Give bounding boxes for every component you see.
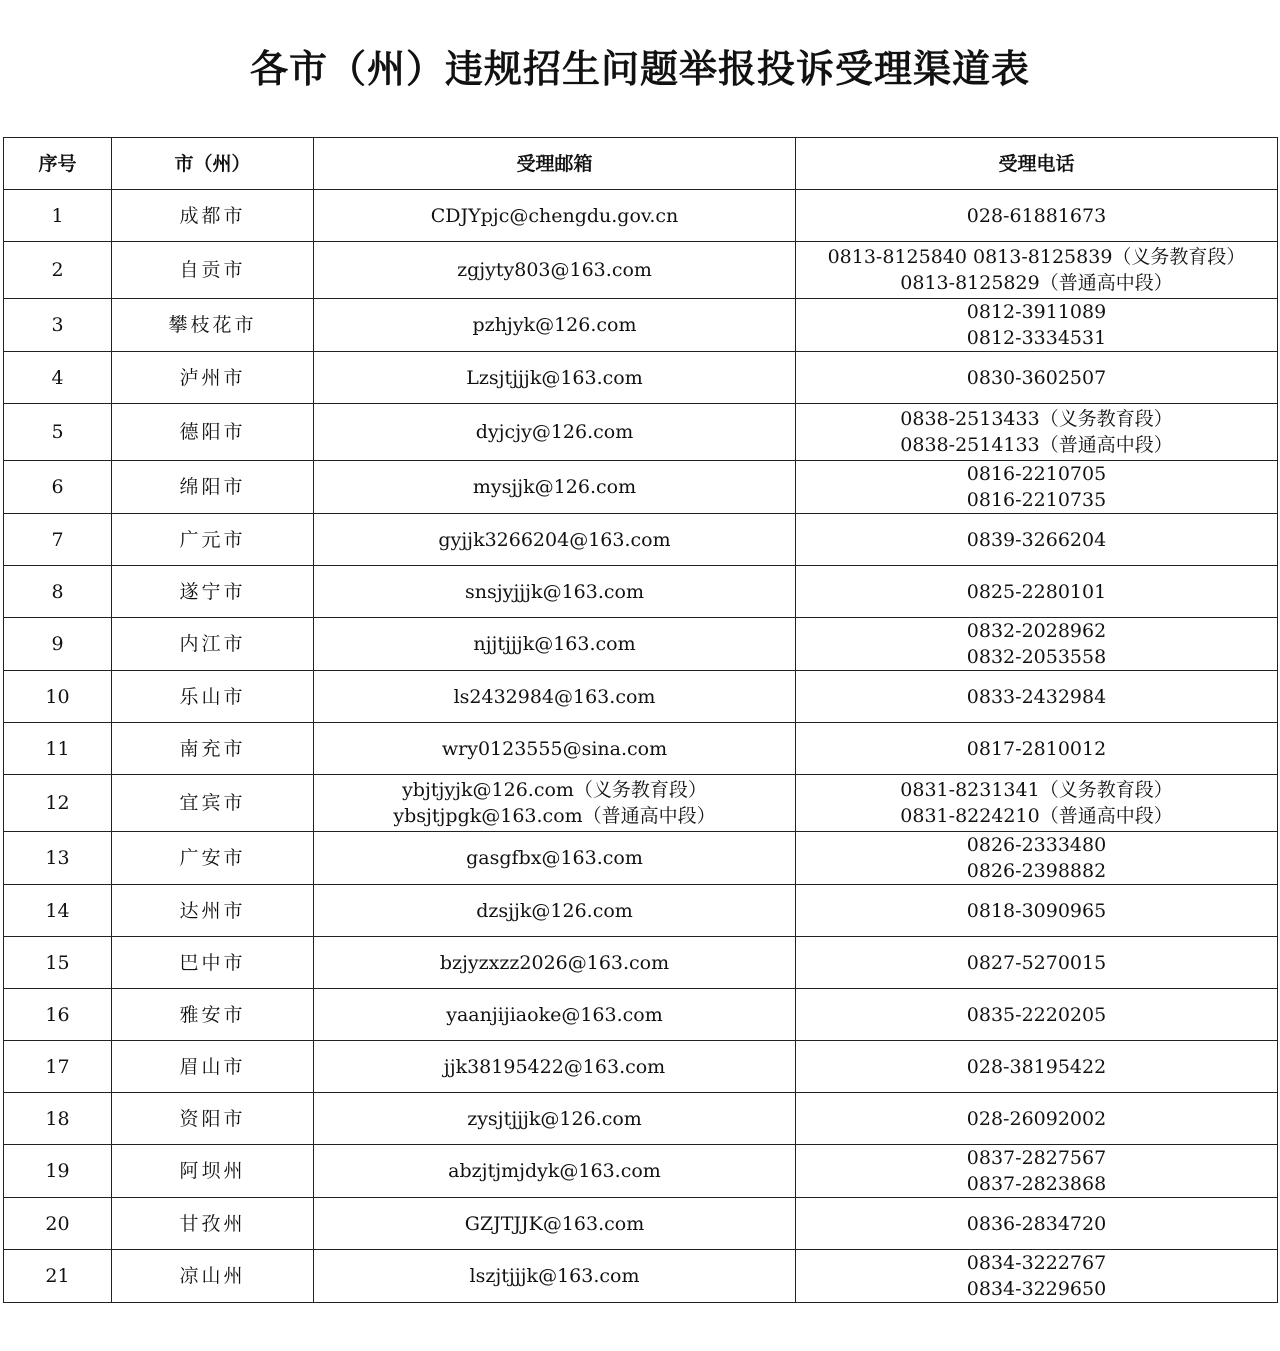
- cell-city: 遂宁市: [112, 566, 314, 618]
- email-address[interactable]: abzjtjmjdyk@163.com: [448, 1160, 661, 1182]
- phone-number: 0827-5270015: [966, 951, 1107, 974]
- table-row: [4, 989, 1278, 1041]
- phone-number: 0826-2398882: [966, 860, 1107, 882]
- cell-city: 巴中市: [112, 937, 314, 989]
- cell-email: [314, 514, 796, 566]
- phone-number: 0832-2028962: [966, 620, 1107, 642]
- phone-number: 0836-2834720: [966, 1212, 1107, 1235]
- header-phone: 受理电话: [796, 138, 1278, 190]
- header-email: 受理邮箱: [314, 138, 796, 190]
- email-address[interactable]: yaanjijiaoke@163.com: [446, 1003, 663, 1026]
- email-address[interactable]: snsjyjjjk@163.com: [465, 580, 644, 603]
- cell-phone: [796, 1093, 1278, 1145]
- table-row: [4, 671, 1278, 723]
- cell-phone: [796, 242, 1278, 299]
- cell-city: 雅安市: [112, 989, 314, 1041]
- cell-no: 17: [4, 1041, 112, 1093]
- cell-phone: [796, 775, 1278, 832]
- cell-phone: [796, 514, 1278, 566]
- cell-email: [314, 1145, 796, 1198]
- table-row: [4, 1041, 1278, 1093]
- email-address[interactable]: lszjtjjjk@163.com: [469, 1265, 640, 1287]
- email-address[interactable]: bzjyzxzz2026@163.com: [439, 951, 670, 974]
- cell-email: [314, 1198, 796, 1250]
- cell-no: 9: [4, 618, 112, 671]
- channel-table: [3, 137, 1278, 1303]
- cell-city: 广安市: [112, 832, 314, 885]
- table-row: [4, 514, 1278, 566]
- table-row: [4, 190, 1278, 242]
- cell-email: [314, 989, 796, 1041]
- phone-number: 0816-2210705: [966, 463, 1107, 485]
- table-row: [4, 723, 1278, 775]
- email-address[interactable]: zysjtjjjk@126.com: [467, 1107, 642, 1130]
- cell-city: 内江市: [112, 618, 314, 671]
- cell-email: [314, 885, 796, 937]
- table-row: [4, 1093, 1278, 1145]
- cell-no: 21: [4, 1250, 112, 1303]
- email-address[interactable]: GZJTJJK@163.com: [464, 1212, 645, 1235]
- cell-no: 11: [4, 723, 112, 775]
- cell-email: [314, 190, 796, 242]
- email-address[interactable]: ls2432984@163.com: [453, 685, 656, 708]
- cell-phone: [796, 1198, 1278, 1250]
- cell-no: 14: [4, 885, 112, 937]
- cell-no: 8: [4, 566, 112, 618]
- cell-no: 13: [4, 832, 112, 885]
- table-row: [4, 618, 1278, 671]
- email-address[interactable]: gyjjk3266204@163.com: [438, 528, 671, 551]
- cell-city: 攀枝花市: [112, 299, 314, 352]
- cell-phone: [796, 566, 1278, 618]
- email-address[interactable]: njjtjjjk@163.com: [473, 633, 636, 655]
- cell-no: 15: [4, 937, 112, 989]
- cell-email: [314, 242, 796, 299]
- cell-no: 3: [4, 299, 112, 352]
- cell-email: [314, 723, 796, 775]
- cell-city: 自贡市: [112, 242, 314, 299]
- cell-email: [314, 1041, 796, 1093]
- cell-city: 乐山市: [112, 671, 314, 723]
- cell-no: 4: [4, 352, 112, 404]
- phone-number: 0812-3911089: [966, 301, 1107, 323]
- cell-phone: [796, 404, 1278, 461]
- cell-email: [314, 566, 796, 618]
- phone-number: 0826-2333480: [966, 834, 1107, 856]
- table-row: [4, 1250, 1278, 1303]
- cell-phone: [796, 989, 1278, 1041]
- cell-phone: [796, 1145, 1278, 1198]
- cell-no: 18: [4, 1093, 112, 1145]
- header-city: 市（州）: [112, 138, 314, 190]
- table-row: [4, 832, 1278, 885]
- cell-phone: [796, 299, 1278, 352]
- cell-no: 12: [4, 775, 112, 832]
- table-row: [4, 1145, 1278, 1198]
- email-address[interactable]: pzhjyk@126.com: [472, 314, 637, 336]
- cell-no: 6: [4, 461, 112, 514]
- cell-no: 7: [4, 514, 112, 566]
- phone-number: 0832-2053558: [966, 646, 1107, 668]
- phone-number: 0834-3229650: [966, 1278, 1107, 1300]
- cell-no: 2: [4, 242, 112, 299]
- cell-city: 眉山市: [112, 1041, 314, 1093]
- phone-number: 0837-2827567: [966, 1147, 1107, 1169]
- cell-email: [314, 775, 796, 832]
- email-address[interactable]: mysjjk@126.com: [472, 476, 637, 498]
- email-address[interactable]: Lzsjtjjjk@163.com: [466, 366, 643, 389]
- cell-phone: [796, 618, 1278, 671]
- cell-city: 德阳市: [112, 404, 314, 461]
- phone-number: 0818-3090965: [966, 899, 1107, 922]
- cell-city: 广元市: [112, 514, 314, 566]
- phone-number: 028-26092002: [966, 1107, 1107, 1130]
- phone-number: 0835-2220205: [966, 1003, 1107, 1026]
- phone-number: 0831-8231341（义务教育段）: [900, 779, 1173, 801]
- table-row: [4, 1198, 1278, 1250]
- phone-number: 0813-8125829（普通高中段）: [900, 272, 1173, 294]
- page-title: 各市（州）违规招生问题举报投诉受理渠道表: [249, 47, 1030, 91]
- cell-email: [314, 671, 796, 723]
- cell-phone: [796, 723, 1278, 775]
- email-address[interactable]: ybsjtjpgk@163.com（普通高中段）: [393, 805, 716, 827]
- cell-phone: [796, 461, 1278, 514]
- cell-phone: [796, 1041, 1278, 1093]
- cell-email: [314, 461, 796, 514]
- cell-email: [314, 299, 796, 352]
- table-row: [4, 775, 1278, 832]
- table-header-row: [4, 138, 1278, 190]
- cell-city: 达州市: [112, 885, 314, 937]
- cell-email: [314, 352, 796, 404]
- email-address[interactable]: dyjcjy@126.com: [475, 421, 634, 443]
- phone-number: 0816-2210735: [966, 489, 1107, 511]
- phone-number: 0839-3266204: [966, 528, 1107, 551]
- cell-email: [314, 832, 796, 885]
- table-row: [4, 937, 1278, 989]
- email-address[interactable]: ybjtjyjk@126.com（义务教育段）: [402, 779, 707, 801]
- cell-city: 甘孜州: [112, 1198, 314, 1250]
- cell-city: 成都市: [112, 190, 314, 242]
- email-address[interactable]: zgjyty803@163.com: [457, 259, 652, 281]
- phone-number: 0831-8224210（普通高中段）: [900, 805, 1173, 827]
- phone-number: 028-38195422: [966, 1055, 1107, 1078]
- cell-phone: [796, 937, 1278, 989]
- cell-phone: [796, 832, 1278, 885]
- cell-city: 阿坝州: [112, 1145, 314, 1198]
- cell-no: 10: [4, 671, 112, 723]
- cell-city: 凉山州: [112, 1250, 314, 1303]
- table-row: [4, 352, 1278, 404]
- cell-phone: [796, 352, 1278, 404]
- email-address[interactable]: dzsjjk@126.com: [476, 899, 633, 922]
- phone-number: 0838-2513433（义务教育段）: [900, 408, 1173, 430]
- email-address[interactable]: jjk38195422@163.com: [443, 1055, 666, 1078]
- table-row: [4, 299, 1278, 352]
- cell-city: 泸州市: [112, 352, 314, 404]
- table-row: [4, 885, 1278, 937]
- cell-email: [314, 1093, 796, 1145]
- phone-number: 0817-2810012: [966, 737, 1107, 760]
- cell-no: 20: [4, 1198, 112, 1250]
- cell-city: 南充市: [112, 723, 314, 775]
- table-row: [4, 242, 1278, 299]
- phone-number: 0812-3334531: [966, 327, 1107, 349]
- email-address[interactable]: gasgfbx@163.com: [466, 847, 643, 869]
- cell-city: 宜宾市: [112, 775, 314, 832]
- cell-email: [314, 618, 796, 671]
- cell-phone: [796, 885, 1278, 937]
- phone-number: 0813-8125840 0813-8125839（义务教育段）: [827, 246, 1246, 268]
- phone-number: 0830-3602507: [966, 366, 1107, 389]
- table-row: [4, 461, 1278, 514]
- phone-number: 0834-3222767: [966, 1252, 1107, 1274]
- cell-phone: [796, 671, 1278, 723]
- cell-email: [314, 937, 796, 989]
- cell-no: 16: [4, 989, 112, 1041]
- header-no: 序号: [4, 138, 112, 190]
- phone-number: 0838-2514133（普通高中段）: [900, 434, 1173, 456]
- cell-no: 1: [4, 190, 112, 242]
- cell-phone: [796, 190, 1278, 242]
- cell-email: [314, 404, 796, 461]
- phone-number: 0825-2280101: [966, 580, 1107, 603]
- cell-email: [314, 1250, 796, 1303]
- cell-city: 绵阳市: [112, 461, 314, 514]
- cell-no: 19: [4, 1145, 112, 1198]
- phone-number: 0837-2823868: [966, 1173, 1107, 1195]
- email-address[interactable]: CDJYpjc@chengdu.gov.cn: [430, 204, 679, 227]
- table-row: [4, 566, 1278, 618]
- email-address[interactable]: wry0123555@sina.com: [441, 737, 668, 760]
- cell-phone: [796, 1250, 1278, 1303]
- cell-no: 5: [4, 404, 112, 461]
- cell-city: 资阳市: [112, 1093, 314, 1145]
- phone-number: 028-61881673: [966, 204, 1107, 227]
- phone-number: 0833-2432984: [966, 685, 1107, 708]
- table-body: [4, 190, 1278, 1303]
- table-row: [4, 404, 1278, 461]
